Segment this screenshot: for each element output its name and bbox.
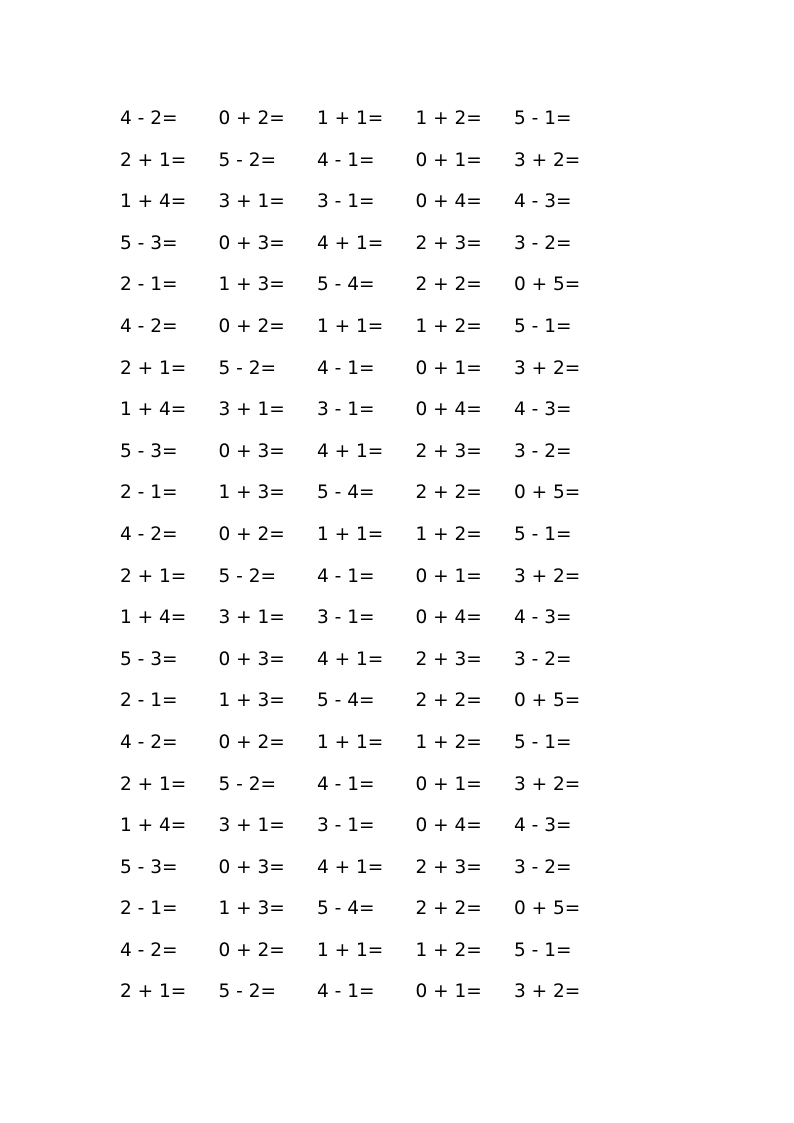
math-problem: 5 - 3= (120, 232, 178, 254)
problem-row (120, 722, 640, 764)
math-problem: 5 - 4= (317, 690, 375, 712)
math-problem: 3 + 2= (514, 565, 581, 587)
problem-row (120, 264, 640, 306)
math-problem: 1 + 1= (317, 939, 384, 961)
math-problem: 3 + 1= (218, 815, 285, 837)
math-problem: 5 - 1= (514, 523, 572, 545)
math-problem: 0 + 5= (514, 690, 581, 712)
problem-row (120, 639, 640, 681)
math-problem: 4 - 3= (514, 399, 572, 421)
problem-row (120, 98, 640, 140)
math-problem: 3 + 2= (514, 149, 581, 171)
math-problem: 2 + 2= (415, 482, 482, 504)
math-problem: 0 + 1= (415, 981, 482, 1003)
math-problem: 5 - 4= (317, 898, 375, 920)
math-problem: 4 - 1= (317, 773, 375, 795)
math-problem: 0 + 2= (218, 108, 285, 129)
problem-row (120, 223, 640, 265)
math-problem: 0 + 4= (415, 607, 482, 629)
problem-row (120, 680, 640, 722)
math-problem: 5 - 4= (317, 274, 375, 296)
math-problem: 5 - 4= (317, 482, 375, 504)
problem-row (120, 764, 640, 806)
math-problem: 2 - 1= (120, 482, 178, 504)
math-problem: 2 - 1= (120, 690, 178, 712)
math-problem: 4 - 3= (514, 607, 572, 629)
math-problem: 2 + 2= (415, 690, 482, 712)
math-problem: 4 + 1= (317, 648, 384, 670)
math-problem: 0 + 4= (415, 399, 482, 421)
math-problem: 1 + 4= (120, 815, 187, 837)
math-problem: 2 + 2= (415, 274, 482, 296)
math-problem: 1 + 1= (317, 315, 384, 337)
problem-row (120, 971, 640, 1013)
math-problem: 0 + 2= (218, 731, 285, 753)
math-problem: 2 + 1= (120, 981, 187, 1003)
math-problem: 3 - 1= (317, 607, 375, 629)
math-problem: 5 - 1= (514, 108, 572, 129)
math-problem: 3 + 2= (514, 773, 581, 795)
math-problem: 5 - 3= (120, 440, 178, 462)
math-problem: 2 + 3= (415, 648, 482, 670)
math-problem: 1 + 2= (415, 315, 482, 337)
math-problem: 4 + 1= (317, 232, 384, 254)
math-problem: 5 - 1= (514, 731, 572, 753)
math-problem: 2 + 1= (120, 357, 187, 379)
math-problem: 3 + 1= (218, 399, 285, 421)
math-problem: 4 + 1= (317, 856, 384, 878)
math-problem: 4 - 1= (317, 149, 375, 171)
problem-row (120, 597, 640, 639)
math-problem: 1 + 3= (218, 274, 285, 296)
math-problem: 3 + 1= (218, 191, 285, 213)
math-problem: 0 + 2= (218, 939, 285, 961)
math-problem: 1 + 1= (317, 108, 384, 129)
math-problem: 1 + 3= (218, 482, 285, 504)
math-problem: 4 + 1= (317, 440, 384, 462)
math-problem: 4 - 2= (120, 108, 178, 129)
math-problem: 0 + 5= (514, 898, 581, 920)
math-problem: 4 - 2= (120, 731, 178, 753)
math-worksheet (120, 98, 640, 1013)
math-problem: 0 + 1= (415, 773, 482, 795)
math-problem: 0 + 3= (218, 232, 285, 254)
math-problem: 0 + 1= (415, 149, 482, 171)
math-problem: 3 + 2= (514, 981, 581, 1003)
math-problem: 1 + 4= (120, 399, 187, 421)
math-problem: 0 + 5= (514, 482, 581, 504)
math-problem: 0 + 4= (415, 815, 482, 837)
math-problem: 3 - 2= (514, 648, 572, 670)
math-problem: 0 + 3= (218, 648, 285, 670)
math-problem: 5 - 2= (218, 773, 276, 795)
math-problem: 3 - 1= (317, 191, 375, 213)
math-problem: 2 + 3= (415, 440, 482, 462)
problem-row (120, 306, 640, 348)
problem-row (120, 514, 640, 556)
math-problem: 0 + 3= (218, 856, 285, 878)
math-problem: 0 + 2= (218, 523, 285, 545)
problem-row (120, 556, 640, 598)
math-problem: 2 + 3= (415, 856, 482, 878)
math-problem: 4 - 2= (120, 939, 178, 961)
math-problem: 2 + 1= (120, 773, 187, 795)
math-problem: 2 + 2= (415, 898, 482, 920)
math-problem: 5 - 3= (120, 856, 178, 878)
math-problem: 5 - 2= (218, 565, 276, 587)
math-problem: 3 - 2= (514, 440, 572, 462)
math-problem: 1 + 2= (415, 939, 482, 961)
problem-row (120, 140, 640, 182)
math-problem: 2 + 1= (120, 565, 187, 587)
math-problem: 5 - 2= (218, 357, 276, 379)
math-problem: 3 - 2= (514, 232, 572, 254)
math-problem: 1 + 2= (415, 108, 482, 129)
math-problem: 1 + 3= (218, 690, 285, 712)
math-problem: 2 + 1= (120, 149, 187, 171)
math-problem: 2 + 3= (415, 232, 482, 254)
math-problem: 4 - 1= (317, 565, 375, 587)
math-problem: 1 + 2= (415, 731, 482, 753)
math-problem: 0 + 3= (218, 440, 285, 462)
math-problem: 3 - 1= (317, 399, 375, 421)
math-problem: 2 - 1= (120, 274, 178, 296)
problem-row (120, 431, 640, 473)
math-problem: 1 + 2= (415, 523, 482, 545)
math-problem: 3 - 1= (317, 815, 375, 837)
problem-row (120, 348, 640, 390)
problem-row (120, 930, 640, 972)
math-problem: 0 + 1= (415, 565, 482, 587)
math-problem: 1 + 3= (218, 898, 285, 920)
problem-row (120, 805, 640, 847)
math-problem: 0 + 2= (218, 315, 285, 337)
math-problem: 4 - 3= (514, 815, 572, 837)
math-problem: 3 + 2= (514, 357, 581, 379)
math-problem: 4 - 2= (120, 315, 178, 337)
problem-row (120, 847, 640, 889)
problem-row (120, 472, 640, 514)
math-problem: 1 + 1= (317, 523, 384, 545)
math-problem: 1 + 4= (120, 191, 187, 213)
problem-row (120, 888, 640, 930)
math-problem: 1 + 4= (120, 607, 187, 629)
math-problem: 2 - 1= (120, 898, 178, 920)
math-problem: 5 - 2= (218, 149, 276, 171)
math-problem: 4 - 2= (120, 523, 178, 545)
math-problem: 1 + 1= (317, 731, 384, 753)
math-problem: 5 - 1= (514, 939, 572, 961)
math-problem: 3 - 2= (514, 856, 572, 878)
math-problem: 5 - 3= (120, 648, 178, 670)
math-problem: 3 + 1= (218, 607, 285, 629)
problem-row (120, 389, 640, 431)
problem-row (120, 181, 640, 223)
math-problem: 4 - 3= (514, 191, 572, 213)
math-problem: 0 + 5= (514, 274, 581, 296)
math-problem: 0 + 1= (415, 357, 482, 379)
math-problem: 4 - 1= (317, 981, 375, 1003)
math-problem: 0 + 4= (415, 191, 482, 213)
math-problem: 4 - 1= (317, 357, 375, 379)
math-problem: 5 - 2= (218, 981, 276, 1003)
math-problem: 5 - 1= (514, 315, 572, 337)
